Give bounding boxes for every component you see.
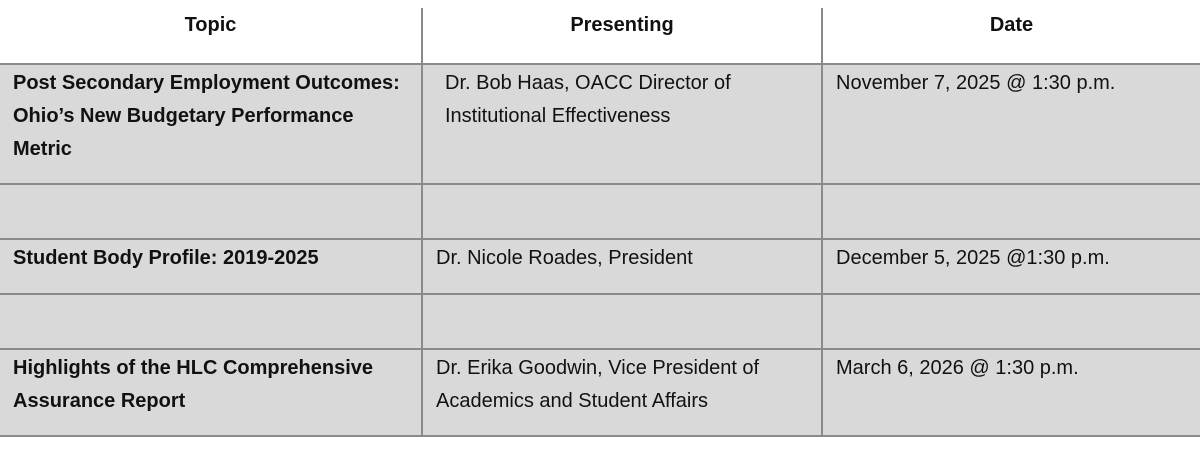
- empty-cell: [822, 294, 1200, 349]
- topic-cell: Highlights of the HLC Comprehensive Assurance Report: [0, 349, 422, 436]
- empty-cell: [422, 184, 822, 239]
- presentation-schedule-table: [0, 8, 1200, 437]
- table-header-row: [0, 8, 1200, 64]
- empty-cell: [422, 294, 822, 349]
- date-cell: March 6, 2026 @ 1:30 p.m.: [822, 349, 1200, 436]
- date-cell: November 7, 2025 @ 1:30 p.m.: [822, 64, 1200, 184]
- column-header-date: Date: [822, 8, 1200, 64]
- empty-cell: [0, 184, 422, 239]
- presenter-cell: Dr. Erika Goodwin, Vice President of Academics and Student Affairs: [422, 349, 822, 436]
- empty-cell: [0, 294, 422, 349]
- table-row: [0, 64, 1200, 184]
- table-row: [0, 239, 1200, 294]
- spacer-row: [0, 184, 1200, 239]
- topic-cell: Student Body Profile: 2019-2025: [0, 239, 422, 294]
- presenter-cell: Dr. Bob Haas, OACC Director of Institutional Effectiveness: [422, 64, 822, 184]
- topic-cell: Post Secondary Employment Outcomes: Ohio’s New Budgetary Performance Metric: [0, 64, 422, 184]
- spacer-row: [0, 294, 1200, 349]
- column-header-topic: Topic: [0, 8, 422, 64]
- table-row: [0, 349, 1200, 436]
- presenter-cell: Dr. Nicole Roades, President: [422, 239, 822, 294]
- date-cell: December 5, 2025 @1:30 p.m.: [822, 239, 1200, 294]
- column-header-presenting: Presenting: [422, 8, 822, 64]
- empty-cell: [822, 184, 1200, 239]
